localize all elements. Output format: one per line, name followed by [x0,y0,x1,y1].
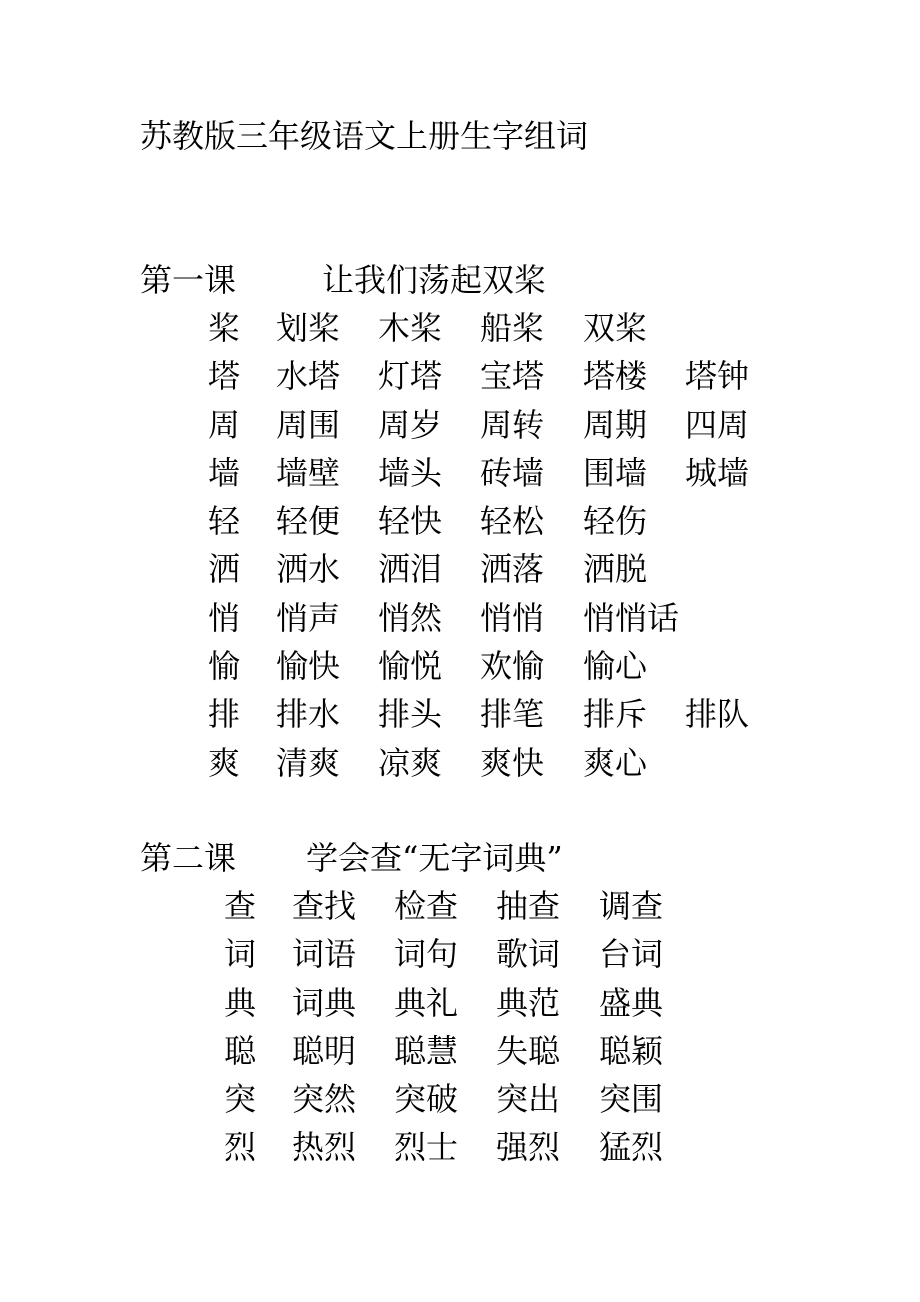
word: 轻快 [378,502,443,541]
word: 典范 [496,983,561,1022]
word: 排头 [378,695,443,734]
word: 砖墙 [480,453,545,492]
word: 周转 [480,405,545,444]
lesson-name: 学会查“无字词典” [306,839,563,877]
word: 台词 [599,935,664,974]
word: 划桨 [276,309,341,347]
word: 水塔 [276,357,341,396]
word: 塔楼 [583,357,648,396]
word: 墙壁 [276,453,341,492]
word: 歌词 [496,935,561,974]
character: 突 [224,1080,257,1119]
word: 城墙 [685,453,750,492]
character: 轻 [208,502,241,541]
word: 突出 [496,1080,561,1119]
word: 欢愉 [480,647,545,686]
word: 愉快 [276,647,341,686]
document-title: 苏教版三年级语文上册生字组词 [140,117,589,155]
word: 悄声 [276,598,341,637]
word: 词典 [292,983,357,1022]
word: 悄悄话 [583,598,680,637]
lesson-1-header [140,256,546,304]
word: 典礼 [394,983,459,1022]
word: 洒落 [480,550,545,589]
word: 排笔 [480,695,545,734]
word: 周围 [276,405,341,444]
character: 周 [208,405,241,444]
word: 猛烈 [599,1128,664,1167]
word: 周岁 [378,405,443,444]
character: 愉 [208,647,241,686]
lesson-name: 让我们荡起双桨 [322,261,547,299]
word: 轻便 [276,502,341,541]
character: 排 [208,695,241,734]
character: 烈 [224,1128,257,1167]
word: 烈士 [394,1128,459,1167]
character: 词 [224,935,257,974]
word: 突然 [292,1080,357,1119]
word: 双桨 [583,309,648,347]
word: 洒泪 [378,550,443,589]
word: 凉爽 [378,743,443,782]
word: 木桨 [378,309,443,347]
word: 四周 [685,405,750,444]
word: 突围 [599,1080,664,1119]
word: 爽心 [583,743,648,782]
word: 愉心 [583,647,648,686]
character: 洒 [208,550,241,589]
word: 聪颖 [599,1031,664,1070]
word: 排队 [685,695,750,734]
word: 突破 [394,1080,459,1119]
character: 查 [224,887,257,925]
word: 洒水 [276,550,341,589]
word: 失聪 [496,1031,561,1070]
word: 排斥 [583,695,648,734]
word: 检查 [394,887,459,925]
word: 盛典 [599,983,664,1022]
word: 周期 [583,405,648,444]
character: 桨 [208,309,241,347]
word: 悄悄 [480,598,545,637]
word: 清爽 [276,743,341,782]
word: 灯塔 [378,357,443,396]
word: 宝塔 [480,357,545,396]
word: 洒脱 [583,550,648,589]
word: 船桨 [480,309,545,347]
word: 轻伤 [583,502,648,541]
word: 强烈 [496,1128,561,1167]
word: 排水 [276,695,341,734]
lesson-number: 第二课 [140,839,237,877]
character: 塔 [208,357,241,396]
character: 悄 [208,598,241,637]
word: 聪慧 [394,1031,459,1070]
word: 轻松 [480,502,545,541]
lesson-2-header [140,834,563,882]
character: 爽 [208,743,241,782]
lesson-number: 第一课 [140,261,237,299]
character: 典 [224,983,257,1022]
word: 围墙 [583,453,648,492]
word: 查找 [292,887,357,925]
word: 塔钟 [685,357,750,396]
character: 墙 [208,453,241,492]
word: 调查 [599,887,664,925]
word: 聪明 [292,1031,357,1070]
word: 词语 [292,935,357,974]
word: 词句 [394,935,459,974]
character: 聪 [224,1031,257,1070]
word: 愉悦 [378,647,443,686]
word: 热烈 [292,1128,357,1167]
word: 墙头 [378,453,443,492]
word: 悄然 [378,598,443,637]
word: 爽快 [480,743,545,782]
word: 抽查 [496,887,561,925]
